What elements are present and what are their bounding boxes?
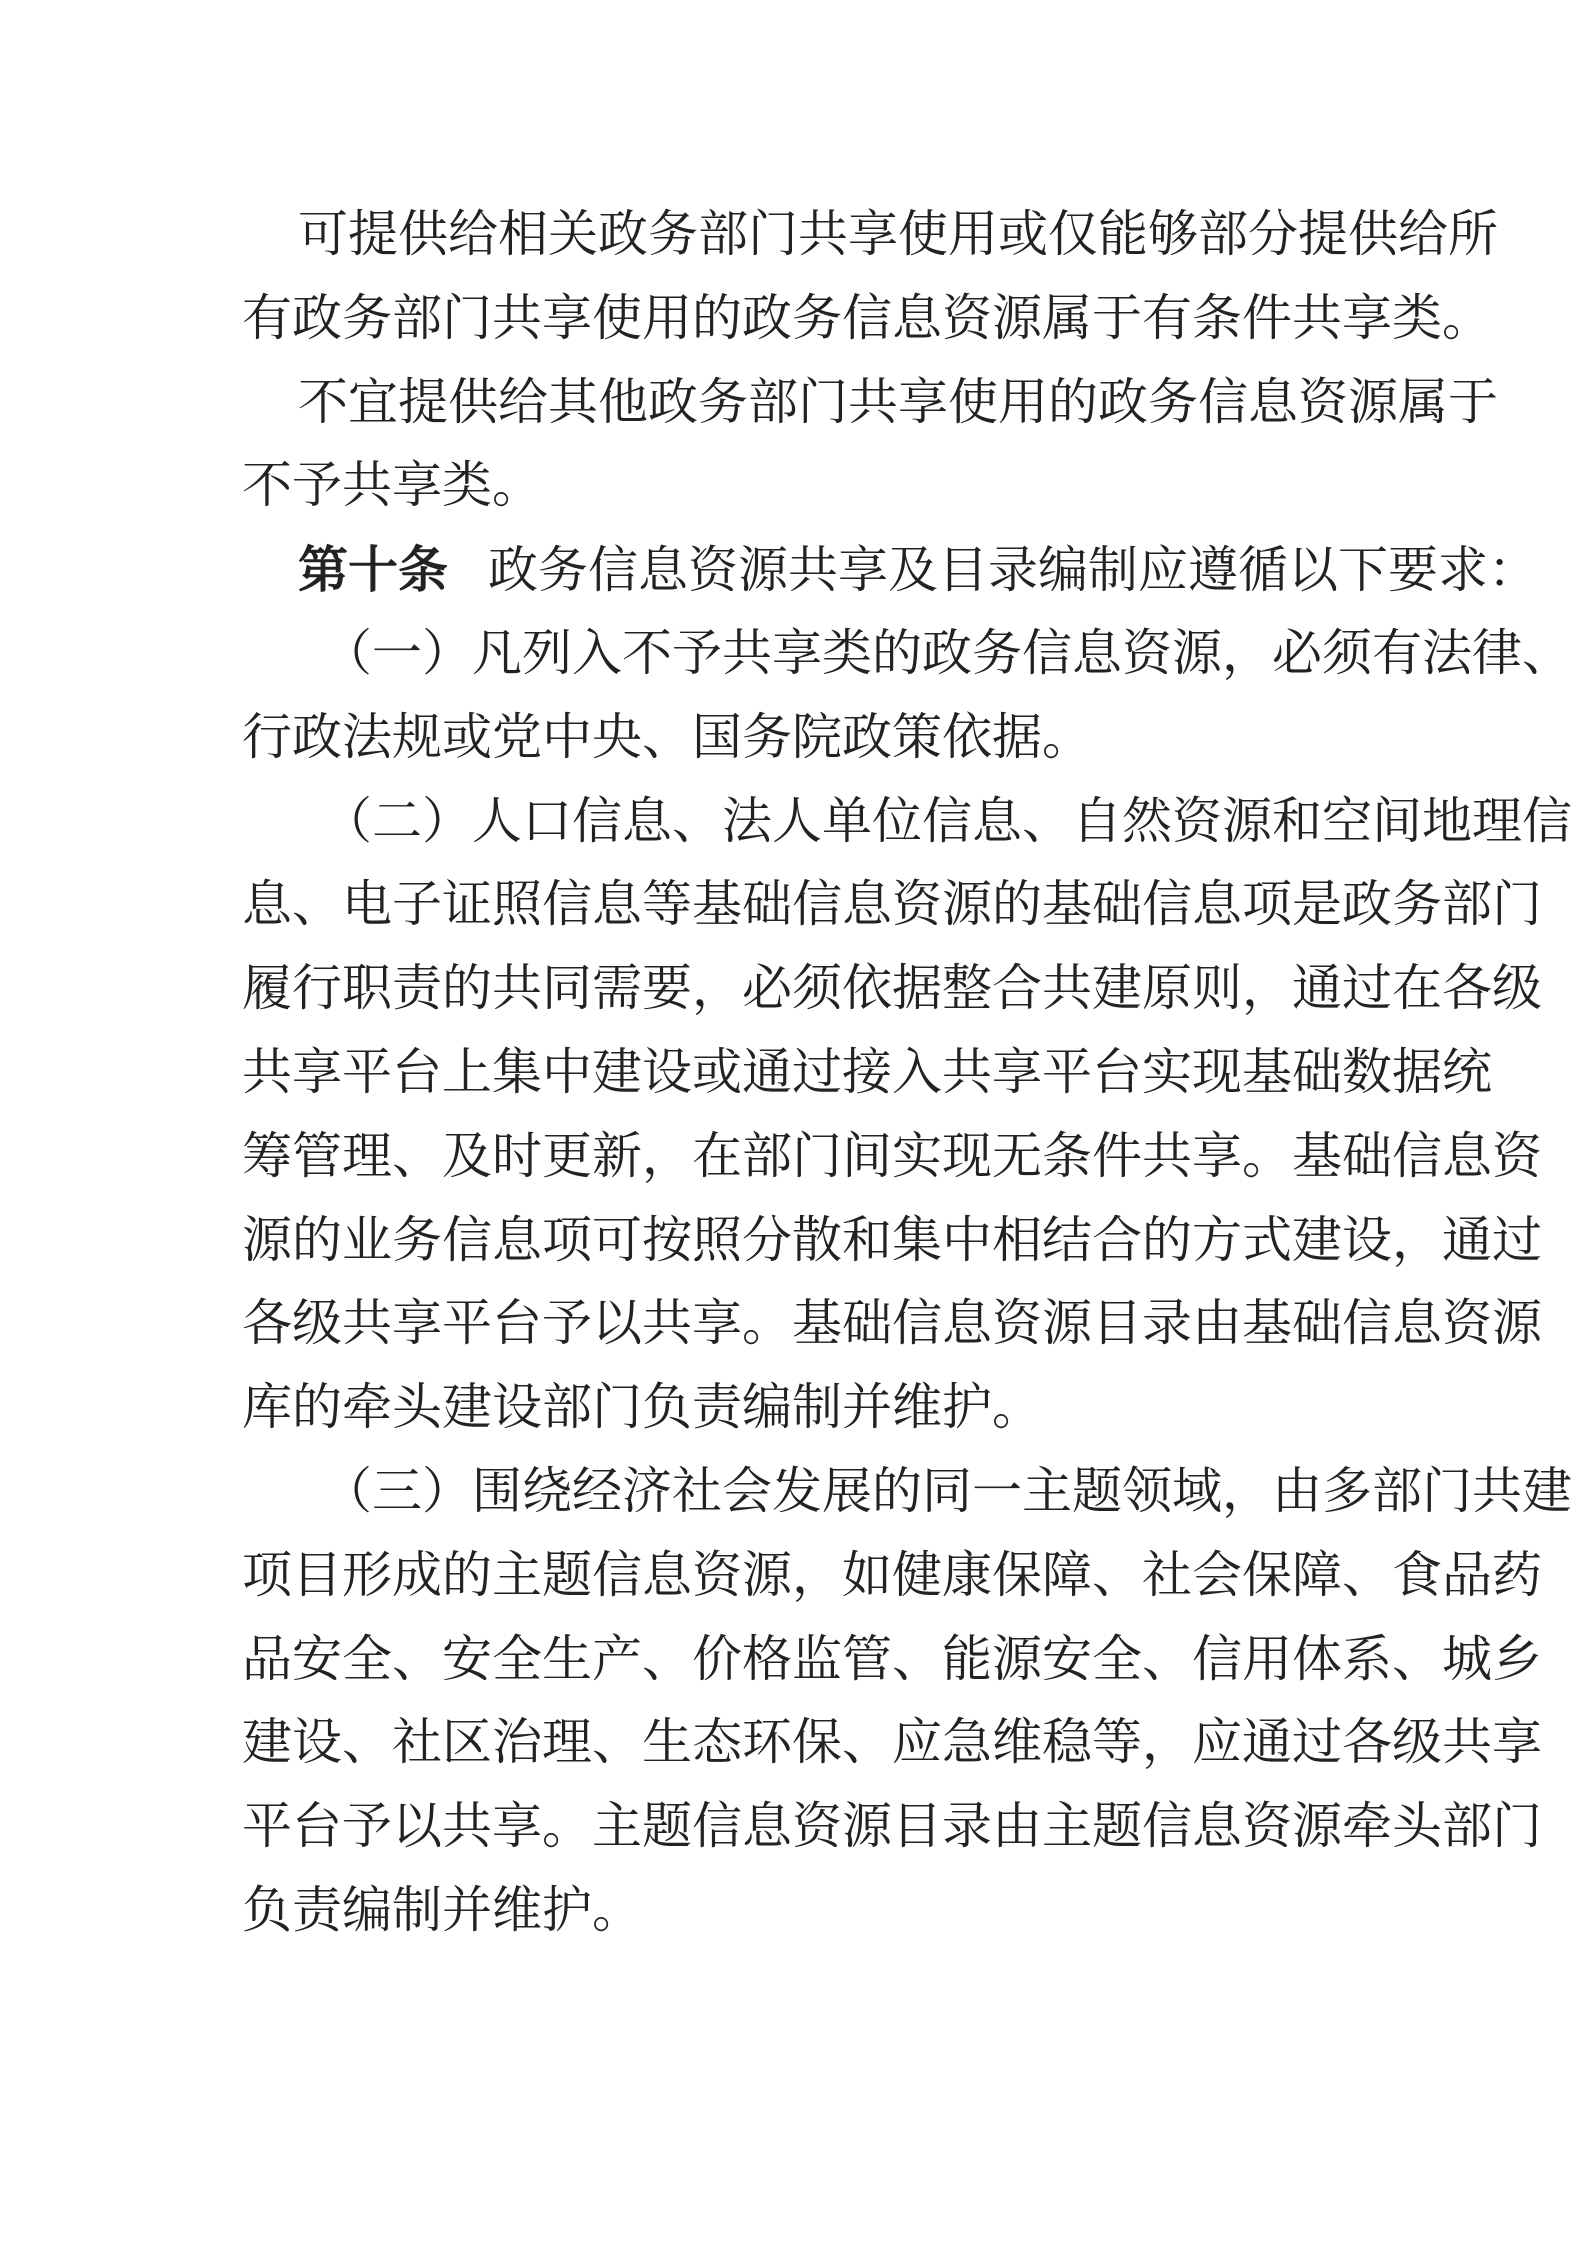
item-one bbox=[242, 612, 1572, 780]
text-line: 履行职责的共同需要，必须依据整合共建原则，通过在各级 bbox=[242, 959, 1542, 1018]
text-line: 可提供给相关政务部门共享使用或仅能够部分提供给所 bbox=[298, 205, 1498, 263]
paragraph-conditional-sharing bbox=[242, 193, 1498, 361]
text-line: 筹管理、及时更新，在部门间实现无条件共享。基础信息资 bbox=[242, 1126, 1542, 1185]
text-line: 共享平台上集中建设或通过接入共享平台实现基础数据统 bbox=[242, 1042, 1492, 1101]
article-text: 政务信息资源共享及目录编制应遵循以下要求： bbox=[488, 541, 1538, 600]
article-ten bbox=[242, 528, 1538, 612]
text-line: 行政法规或党中央、国务院政策依据。 bbox=[242, 707, 1092, 766]
text-line: （一）凡列入不予共享类的政务信息资源，必须有法律、 bbox=[322, 623, 1572, 682]
text-line: 不予共享类。 bbox=[242, 456, 542, 515]
text-line: 负责编制并维护。 bbox=[242, 1880, 642, 1939]
item-three bbox=[242, 1450, 1572, 1953]
text-line: 源的业务信息项可按照分散和集中相结合的方式建设，通过 bbox=[242, 1210, 1542, 1269]
text-line: 不宜提供给其他政务部门共享使用的政务信息资源属于 bbox=[298, 372, 1498, 431]
paragraph-no-sharing bbox=[242, 361, 1498, 529]
text-line: （二）人口信息、法人单位信息、自然资源和空间地理信 bbox=[322, 791, 1572, 850]
text-line: 建设、社区治理、生态环保、应急维稳等，应通过各级共享 bbox=[242, 1713, 1542, 1772]
text-line: （三）围绕经济社会发展的同一主题领域，由多部门共建 bbox=[322, 1461, 1572, 1520]
text-line: 平台予以共享。主题信息资源目录由主题信息资源牵头部门 bbox=[242, 1797, 1542, 1856]
text-line: 各级共享平台予以共享。基础信息资源目录由基础信息资源 bbox=[242, 1294, 1542, 1353]
document-page bbox=[242, 193, 1572, 1953]
text-line: 息、电子证照信息等基础信息资源的基础信息项是政务部门 bbox=[242, 875, 1542, 934]
text-line: 库的牵头建设部门负责编制并维护。 bbox=[242, 1378, 1042, 1437]
article-heading: 第十条 bbox=[298, 540, 448, 600]
text-line: 有政务部门共享使用的政务信息资源属于有条件共享类。 bbox=[242, 288, 1492, 347]
text-line bbox=[242, 528, 1538, 612]
text-line: 品安全、安全生产、价格监管、能源安全、信用体系、城乡 bbox=[242, 1629, 1542, 1688]
text-line: 项目形成的主题信息资源，如健康保障、社会保障、食品药 bbox=[242, 1545, 1542, 1604]
item-two bbox=[242, 780, 1572, 1450]
